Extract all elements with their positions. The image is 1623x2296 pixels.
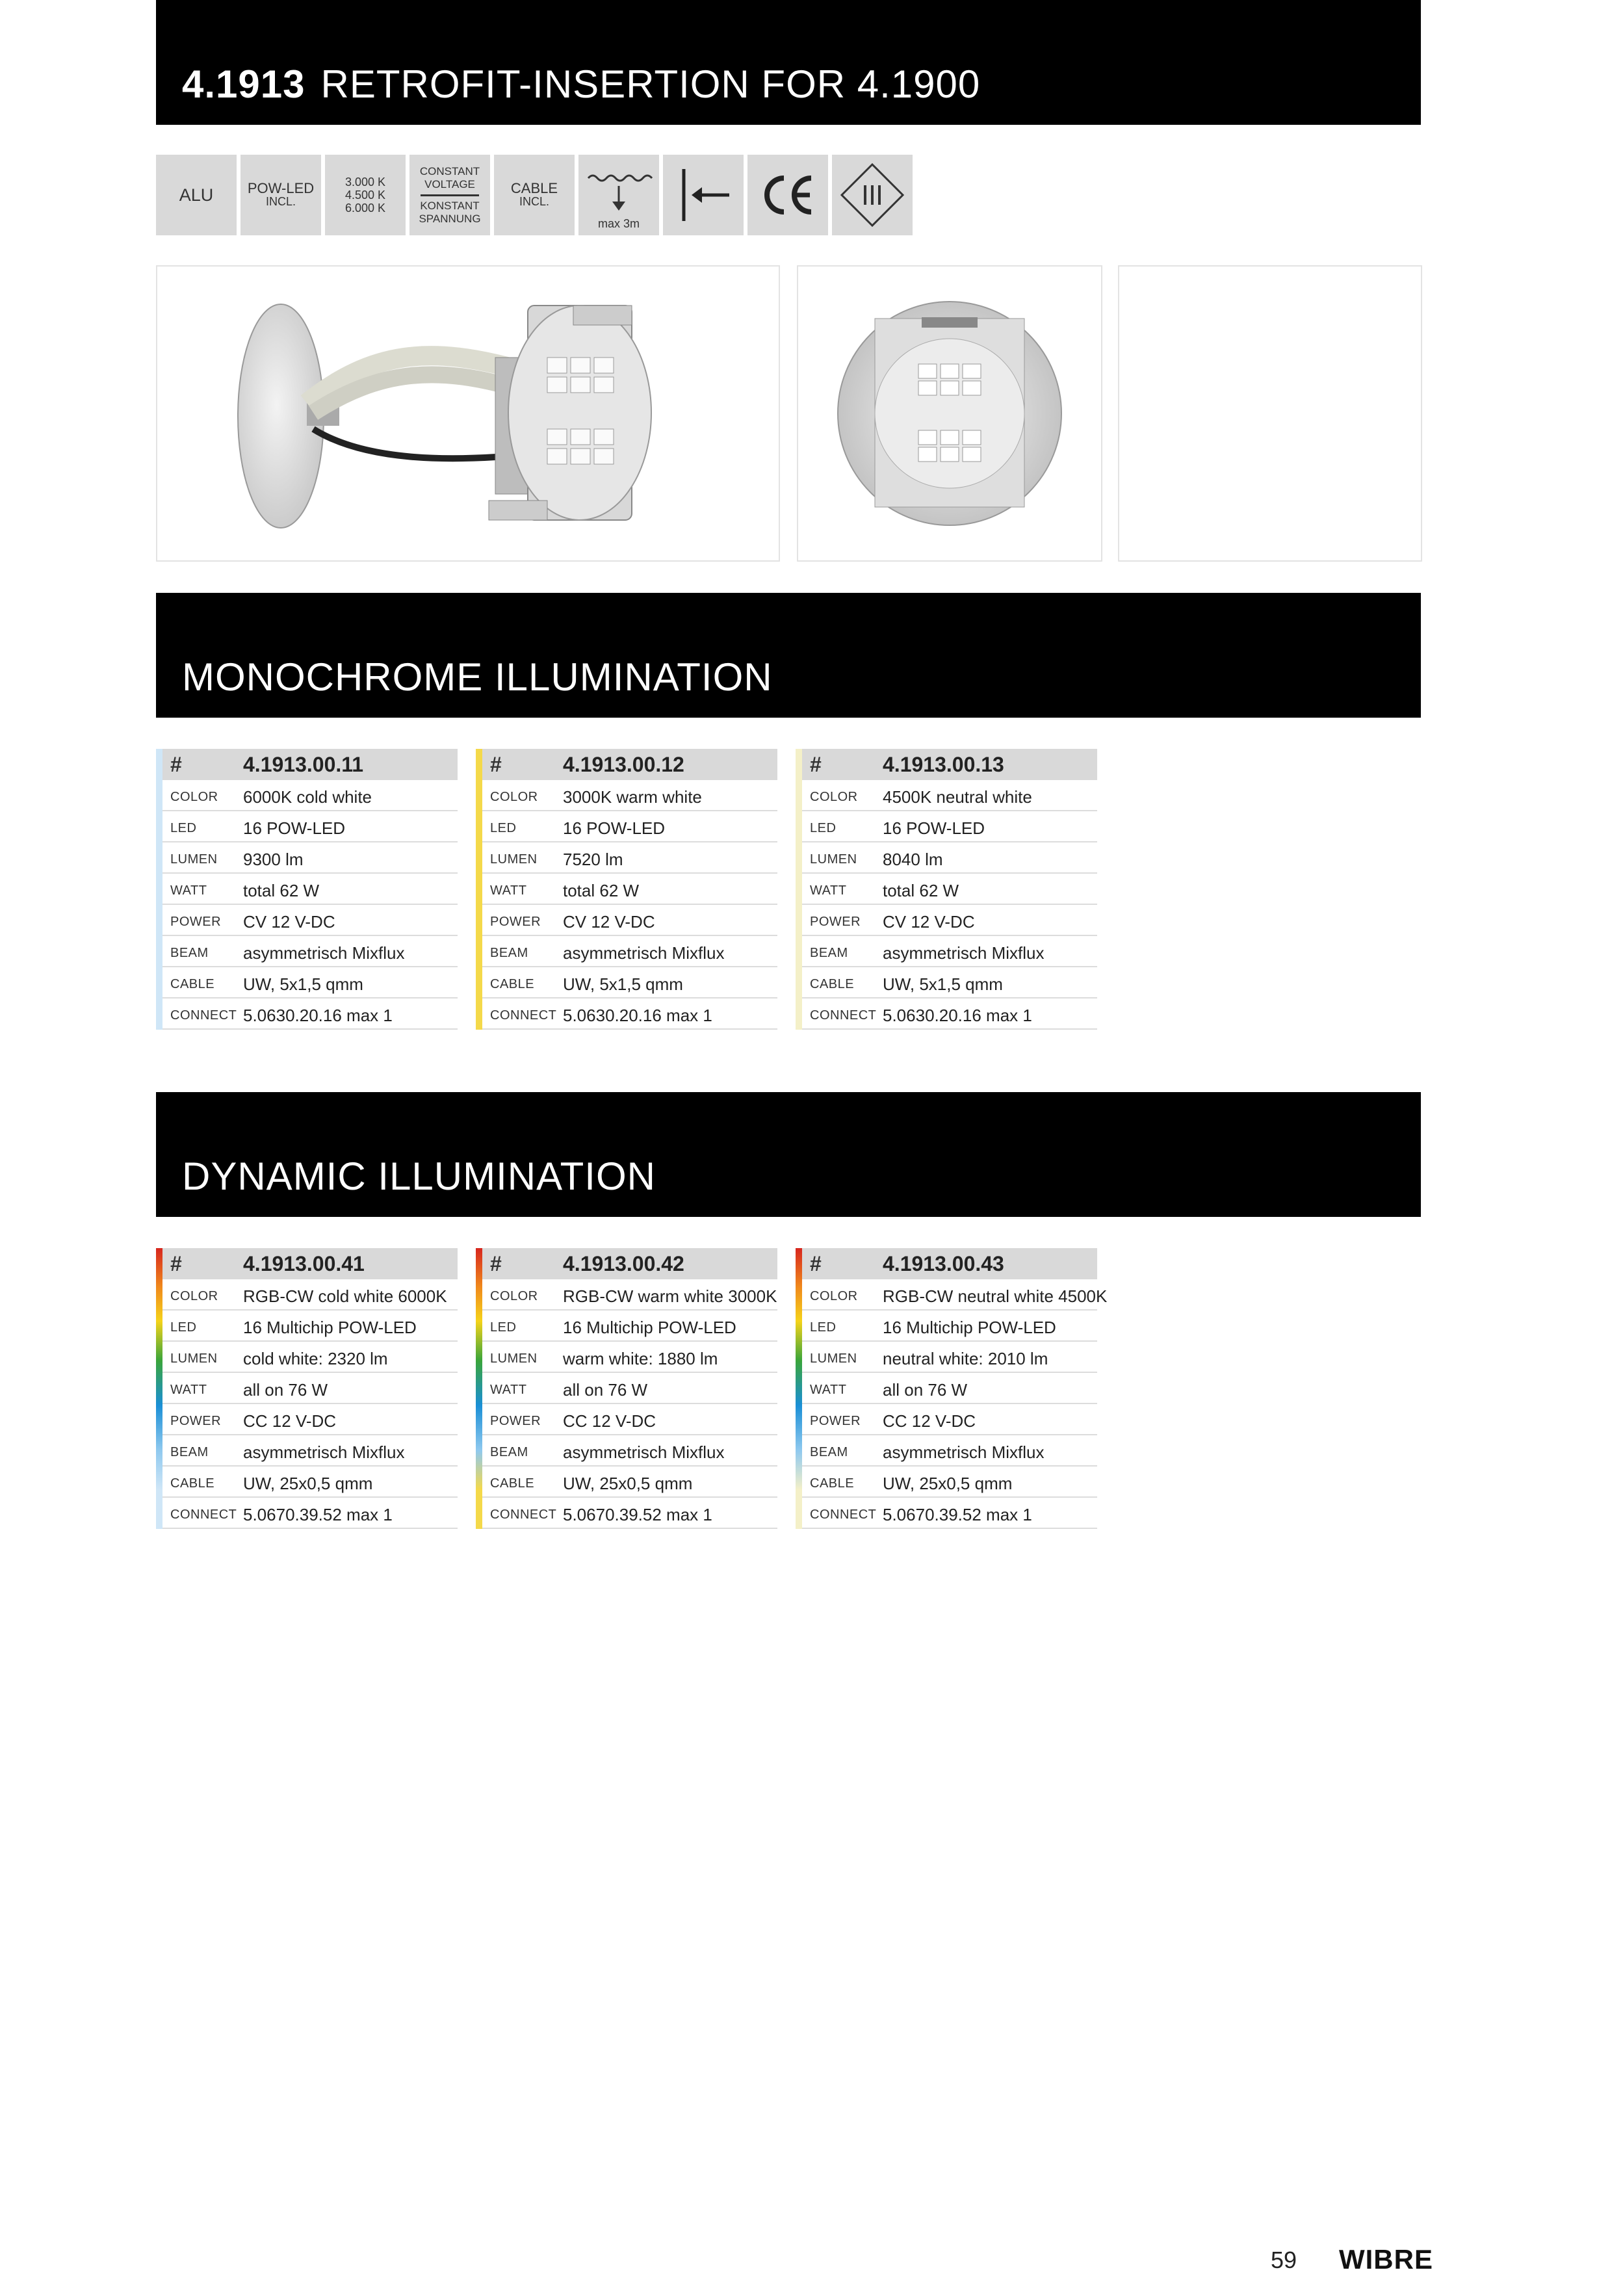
row-value: all on 76 W	[563, 1380, 648, 1400]
mounting-icon	[663, 155, 744, 235]
row-value: 4.1913.00.42	[563, 1252, 684, 1275]
table-row	[162, 780, 458, 811]
row-label: #	[170, 753, 183, 776]
row-label: BEAM	[810, 946, 848, 960]
row-value: total 62 W	[883, 881, 959, 900]
row-label: LUMEN	[170, 1351, 218, 1366]
row-value: 5.0630.20.16 max 1	[883, 1006, 1032, 1025]
product-title: RETROFIT-INSERTION FOR 4.1900	[320, 62, 981, 106]
table-row	[482, 936, 777, 967]
row-label: CABLE	[810, 1476, 855, 1491]
table-row	[482, 1498, 777, 1529]
section-banner-dynamic	[156, 1092, 1421, 1217]
row-label: POWER	[490, 1414, 541, 1428]
row-label: COLOR	[490, 790, 538, 804]
class-iii-icon	[837, 159, 908, 231]
table-row	[802, 1373, 1097, 1404]
table-row	[162, 811, 458, 842]
ce-mark-icon	[747, 155, 828, 235]
row-label: LUMEN	[490, 1351, 538, 1366]
row-label: WATT	[490, 883, 527, 898]
row-value: 16 POW-LED	[243, 818, 346, 838]
row-label: BEAM	[490, 1445, 528, 1459]
row-label: CABLE	[170, 977, 215, 991]
table-row	[162, 874, 458, 905]
row-value: 9300 lm	[243, 850, 304, 869]
cable-icon: CABLE INCL.	[494, 155, 575, 235]
row-value: 16 Multichip POW-LED	[563, 1318, 736, 1337]
table-header-row	[802, 1248, 1097, 1279]
divider	[421, 194, 479, 196]
dynamic-table-1	[156, 1248, 458, 1529]
table-row	[162, 1311, 458, 1342]
mono-table-1	[156, 749, 458, 1030]
row-value: total 62 W	[563, 881, 640, 900]
row-label: LED	[810, 821, 837, 835]
row-value: 7520 lm	[563, 850, 623, 869]
page-number: 59	[1271, 2247, 1297, 2273]
table-row	[162, 842, 458, 874]
row-label: POWER	[810, 915, 861, 929]
row-value: UW, 25x0,5 qmm	[883, 1474, 1013, 1493]
row-value: CC 12 V-DC	[243, 1411, 337, 1431]
row-label: WATT	[810, 1383, 847, 1397]
table-row	[482, 967, 777, 998]
table-row	[802, 1404, 1097, 1435]
row-value: 5.0670.39.52 max 1	[563, 1505, 712, 1524]
row-value: 5.0630.20.16 max 1	[243, 1006, 393, 1025]
table-row	[482, 1279, 777, 1311]
table-row	[802, 842, 1097, 874]
row-label: LED	[810, 1320, 837, 1335]
table-row	[802, 811, 1097, 842]
row-value: 4.1913.00.12	[563, 753, 684, 776]
row-value: 16 Multichip POW-LED	[883, 1318, 1056, 1337]
table-header-row	[162, 749, 458, 780]
row-value: asymmetrisch Mixflux	[243, 943, 405, 963]
row-value: all on 76 W	[243, 1380, 328, 1400]
table-row	[802, 780, 1097, 811]
table-row	[162, 998, 458, 1030]
table-row	[802, 905, 1097, 936]
row-label: WATT	[170, 883, 207, 898]
row-value: RGB-CW cold white 6000K	[243, 1286, 447, 1306]
ce-icon	[755, 169, 820, 221]
row-label: COLOR	[810, 1289, 858, 1303]
row-label: CONNECT	[170, 1008, 237, 1023]
arrow-left-icon	[671, 163, 736, 228]
row-value: CC 12 V-DC	[883, 1411, 976, 1431]
row-value: CV 12 V-DC	[563, 912, 655, 932]
row-value: 3000K warm white	[563, 787, 702, 807]
material-icon: ALU	[156, 155, 237, 235]
row-label: POWER	[490, 915, 541, 929]
row-value: UW, 5x1,5 qmm	[883, 974, 1003, 994]
row-label: LUMEN	[170, 852, 218, 867]
color-stripe	[156, 749, 162, 1030]
pow-led-icon: POW-LED INCL.	[240, 155, 321, 235]
luminaire-front-image	[798, 267, 1101, 560]
row-value: asymmetrisch Mixflux	[243, 1442, 405, 1462]
table-row	[162, 1498, 458, 1529]
table-header-row	[162, 1248, 458, 1279]
table-row	[802, 1435, 1097, 1467]
color-stripe	[476, 1248, 482, 1529]
dynamic-table-2	[476, 1248, 777, 1529]
table-header-row	[802, 749, 1097, 780]
table-header-row	[482, 1248, 777, 1279]
table-row	[482, 811, 777, 842]
constant-voltage-icon: CONSTANT VOLTAGE KONSTANT SPANNUNG	[409, 155, 490, 235]
product-code: 4.1913	[182, 62, 305, 106]
dynamic-table-3	[796, 1248, 1108, 1529]
row-value: CC 12 V-DC	[563, 1411, 656, 1431]
row-label: BEAM	[170, 946, 209, 960]
row-label: CONNECT	[810, 1008, 877, 1023]
row-label: LED	[490, 821, 517, 835]
row-value: asymmetrisch Mixflux	[563, 1442, 725, 1462]
row-label: LED	[490, 1320, 517, 1335]
table-row	[482, 780, 777, 811]
table-row	[482, 1373, 777, 1404]
row-label: CONNECT	[490, 1008, 557, 1023]
table-row	[482, 874, 777, 905]
row-value: 5.0630.20.16 max 1	[563, 1006, 712, 1025]
mono-table-3	[796, 749, 1097, 1030]
row-value: 6000K cold white	[243, 787, 372, 807]
table-row	[802, 1279, 1108, 1311]
row-label: LUMEN	[490, 852, 538, 867]
row-value: warm white: 1880 lm	[563, 1349, 718, 1368]
table-row	[482, 998, 777, 1030]
color-stripe	[796, 749, 802, 1030]
table-row	[482, 905, 777, 936]
row-value: asymmetrisch Mixflux	[563, 943, 725, 963]
table-row	[802, 1467, 1097, 1498]
table-row	[802, 998, 1097, 1030]
row-value: 16 POW-LED	[883, 818, 985, 838]
row-value: 4.1913.00.11	[243, 753, 364, 776]
row-label: BEAM	[490, 946, 528, 960]
row-value: 5.0670.39.52 max 1	[883, 1505, 1032, 1524]
row-label: CABLE	[490, 1476, 535, 1491]
row-label: #	[490, 753, 502, 776]
row-value: all on 76 W	[883, 1380, 968, 1400]
row-label: BEAM	[170, 1445, 209, 1459]
row-value: CV 12 V-DC	[243, 912, 335, 932]
section-title-monochrome: MONOCHROME ILLUMINATION	[182, 655, 773, 699]
row-label: COLOR	[170, 1289, 218, 1303]
row-label: POWER	[810, 1414, 861, 1428]
cct-icon: 3.000 K 4.500 K 6.000 K	[325, 155, 406, 235]
table-row	[802, 1342, 1097, 1373]
brand-logo: WIBRE	[1339, 2244, 1433, 2275]
table-row	[482, 1311, 777, 1342]
product-photo-side	[156, 265, 780, 562]
row-label: LUMEN	[810, 852, 857, 867]
luminaire-side-image	[157, 267, 779, 560]
row-label: COLOR	[170, 790, 218, 804]
row-label: CABLE	[490, 977, 535, 991]
row-label: WATT	[490, 1383, 527, 1397]
table-row	[482, 1467, 777, 1498]
row-label: CONNECT	[170, 1507, 237, 1522]
row-value: asymmetrisch Mixflux	[883, 943, 1045, 963]
table-row	[162, 1404, 458, 1435]
row-label: CONNECT	[490, 1507, 557, 1522]
table-row	[162, 1279, 458, 1311]
table-row	[162, 1373, 458, 1404]
table-row	[802, 874, 1097, 905]
table-header-row	[482, 749, 777, 780]
row-value: 8040 lm	[883, 850, 943, 869]
feature-icons	[156, 155, 913, 235]
color-stripe	[156, 1248, 162, 1529]
table-row	[802, 1498, 1097, 1529]
table-row	[482, 1435, 777, 1467]
table-row	[162, 905, 458, 936]
table-row	[162, 1342, 458, 1373]
table-row	[802, 936, 1097, 967]
row-label: #	[170, 1252, 183, 1275]
section-title-dynamic: DYNAMIC ILLUMINATION	[182, 1155, 656, 1198]
row-value: UW, 5x1,5 qmm	[243, 974, 363, 994]
row-value: 4.1913.00.41	[243, 1252, 365, 1275]
table-row	[482, 1342, 777, 1373]
table-row	[802, 1311, 1097, 1342]
row-value: 5.0670.39.52 max 1	[243, 1505, 393, 1524]
row-label: #	[490, 1252, 502, 1275]
row-value: asymmetrisch Mixflux	[883, 1442, 1045, 1462]
row-value: RGB-CW warm white 3000K	[563, 1286, 777, 1306]
row-value: 4.1913.00.13	[883, 753, 1004, 776]
row-value: 4500K neutral white	[883, 787, 1032, 807]
row-value: 16 POW-LED	[563, 818, 666, 838]
row-label: COLOR	[810, 790, 858, 804]
row-value: 16 Multichip POW-LED	[243, 1318, 417, 1337]
row-label: WATT	[170, 1383, 207, 1397]
color-stripe	[476, 749, 482, 1030]
protection-class-iii-icon	[832, 155, 913, 235]
section-banner-monochrome	[156, 593, 1421, 718]
table-row	[162, 936, 458, 967]
row-value: cold white: 2320 lm	[243, 1349, 388, 1368]
table-row	[482, 842, 777, 874]
row-label: #	[810, 1252, 822, 1275]
row-value: CV 12 V-DC	[883, 912, 975, 932]
table-row	[802, 967, 1097, 998]
row-label: CABLE	[810, 977, 855, 991]
row-value: UW, 5x1,5 qmm	[563, 974, 683, 994]
row-label: POWER	[170, 915, 222, 929]
row-label: POWER	[170, 1414, 222, 1428]
table-row	[162, 967, 458, 998]
row-value: 4.1913.00.43	[883, 1252, 1004, 1275]
product-photo-empty	[1118, 265, 1422, 562]
table-row	[162, 1435, 458, 1467]
header-banner	[156, 0, 1421, 125]
table-row	[482, 1404, 777, 1435]
row-label: COLOR	[490, 1289, 538, 1303]
row-value: UW, 25x0,5 qmm	[563, 1474, 693, 1493]
row-label: LUMEN	[810, 1351, 857, 1366]
product-photo-front	[797, 265, 1102, 562]
row-label: BEAM	[810, 1445, 848, 1459]
row-value: neutral white: 2010 lm	[883, 1349, 1048, 1368]
row-label: #	[810, 753, 822, 776]
depth-icon: max 3m	[578, 155, 659, 235]
mono-table-2	[476, 749, 777, 1030]
page-title	[182, 62, 980, 107]
row-value: RGB-CW neutral white 4500K	[883, 1286, 1108, 1306]
row-label: WATT	[810, 883, 847, 898]
water-depth-icon	[583, 169, 655, 221]
color-stripe	[796, 1248, 802, 1529]
row-label: LED	[170, 821, 197, 835]
row-label: LED	[170, 1320, 197, 1335]
table-row	[162, 1467, 458, 1498]
row-label: CONNECT	[810, 1507, 877, 1522]
row-value: UW, 25x0,5 qmm	[243, 1474, 373, 1493]
row-label: CABLE	[170, 1476, 215, 1491]
row-value: total 62 W	[243, 881, 320, 900]
